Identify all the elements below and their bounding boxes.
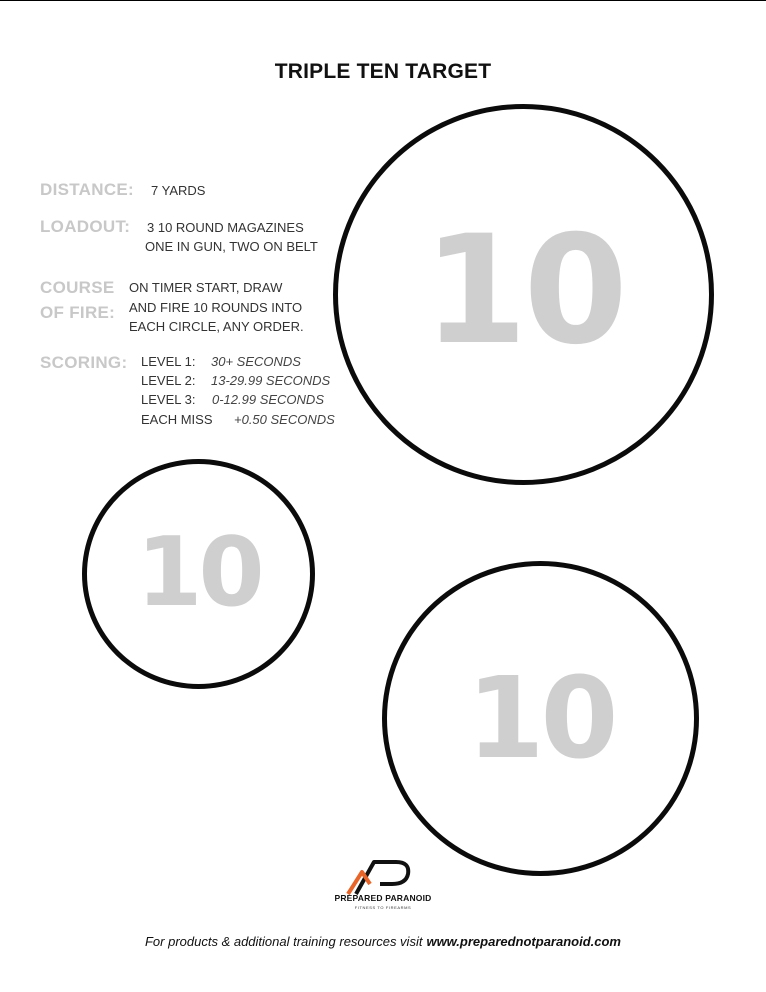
course-label-line-2: OF FIRE: [40,303,116,322]
target-circle-bottom [382,561,699,876]
course-line-3: EACH CIRCLE, ANY ORDER. [129,319,304,334]
footer-text: For products & additional training resources visit [144,934,423,949]
course-label-line-1: COURSE [40,278,115,297]
logo-brand-text: PREPARED PARANOID [334,893,432,903]
target-number: 10 [423,203,624,378]
scoring-miss: EACH MISS [141,412,213,427]
scoring-time-3: 0-12.99 SECONDS [212,392,324,407]
footer-url-link[interactable]: www.preparednotparanoid.com [426,934,621,949]
scoring-level-2: LEVEL 2: [141,373,196,388]
target-circle-large [333,104,714,485]
loadout-label: LOADOUT: [40,217,131,236]
scoring-level-3: LEVEL 3: [141,392,196,407]
target-circle-left [82,459,315,689]
distance-value: 7 YARDS [151,183,206,198]
distance-label: DISTANCE: [40,180,134,199]
top-border [0,0,766,1]
logo-tagline: FITNESS TO FIREARMS [354,905,412,910]
scoring-level-1: LEVEL 1: [141,354,196,369]
course-line-1: ON TIMER START, DRAW [129,280,283,295]
loadout-line-1: 3 10 ROUND MAGAZINES [147,220,304,235]
scoring-label: SCORING: [40,353,128,372]
page-title: TRIPLE TEN TARGET [274,60,492,83]
target-number: 10 [136,517,261,628]
scoring-miss-time: +0.50 SECONDS [234,412,335,427]
footer [0,934,766,949]
target-number: 10 [466,653,615,784]
course-line-2: AND FIRE 10 ROUNDS INTO [129,300,303,315]
loadout-line-2: ONE IN GUN, TWO ON BELT [145,239,318,254]
scoring-time-1: 30+ SECONDS [211,354,301,369]
scoring-time-2: 13-29.99 SECONDS [211,373,331,388]
